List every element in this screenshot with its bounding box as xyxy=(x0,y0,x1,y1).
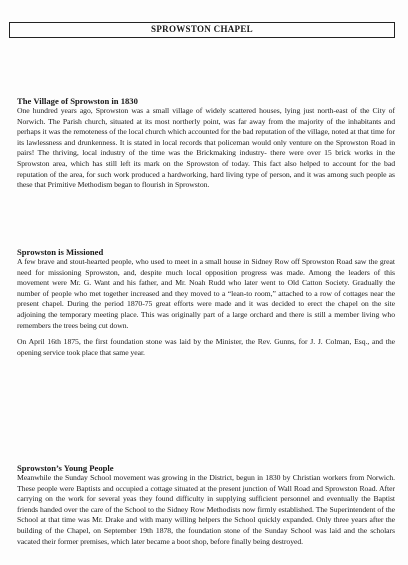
page-title: SPROWSTON CHAPEL xyxy=(9,22,395,38)
section-village-of-sprowston xyxy=(17,96,395,191)
section-paragraph: Meanwhile the Sunday School movement was growing in the District, begun in 1830 by Christian workers from Norwich. These people were Baptists and occupied a cottage situated at the present junction of Wall Road and Sprowston Road. After carrying on the work for several yeas they found difficulty in supplying sufficient personnel and eventually the Baptist friends handed over the care of the School to the Sidney Row Methodists now firmly established. The Superintendent of the School at that time was Mr. Drake and with many willing helpers the School quickly expanded. Only three years after the building of the Chapel, on September 19th 1878, the foundation stone of the Sunday School was laid and the scholars vacated their former premises, which later became a boot shop, before finally being destroyed. xyxy=(17,473,395,546)
section-heading: Sprowston is Missioned xyxy=(17,247,104,257)
section-heading: The Village of Sprowston in 1830 xyxy=(17,96,138,106)
section-sprowston-is-missioned xyxy=(17,247,395,358)
section-heading: Sprowston’s Young People xyxy=(17,463,114,473)
section-paragraph: A few brave and stout-hearted people, who used to meet in a small house in Sidney Row off Sprowston Road saw the great need for missioning Sprowston, and, despite much local opposition progress was made. Among the leaders of this movement were Mr. G. Want and his father, and Mr. Noah Rudd who later went to Old Catton Society. Gradually the number of people who met together increased and they moved to a “lean-to room,” attached to a row of cottages near the present chapel. During the period 1870-75 great efforts were made and it was decided to erect the chapel on the site adjoining the temporary meeting place. This was originally part of a large orchard and there is still a member living who remembers the trees being cut down. xyxy=(17,257,395,330)
section-paragraph: One hundred years ago, Sprowston was a small village of widely scattered houses, lying just north-east of the City of Norwich. The Parish church, situated at its most northerly point, was far away from the majority of the inhabitants and perhaps it was the remoteness of the local church which accounted for the bad reputation of the village, noted at that time for its lawlessness and drunkenness. It is stated in local records that policeman would only venture on the Sprowston Road in pairs! The thriving, local industry of the time was the Brickmaking industry- there were over 15 brick works in the Sprowston area, which has still left its mark on the Sprowston of today. This fact also helped to account for the bad reputation of the area, for such work produced a hardworking, hard living type of person, and it was among such people as these that Primitive Methodism began to flourish in Sprowston. xyxy=(17,106,395,190)
section-paragraph: On April 16th 1875, the first foundation stone was laid by the Minister, the Rev. Gunns, for J. J. Colman, Esq., and the opening service took place that same year. xyxy=(17,337,395,357)
section-young-people xyxy=(17,463,395,547)
